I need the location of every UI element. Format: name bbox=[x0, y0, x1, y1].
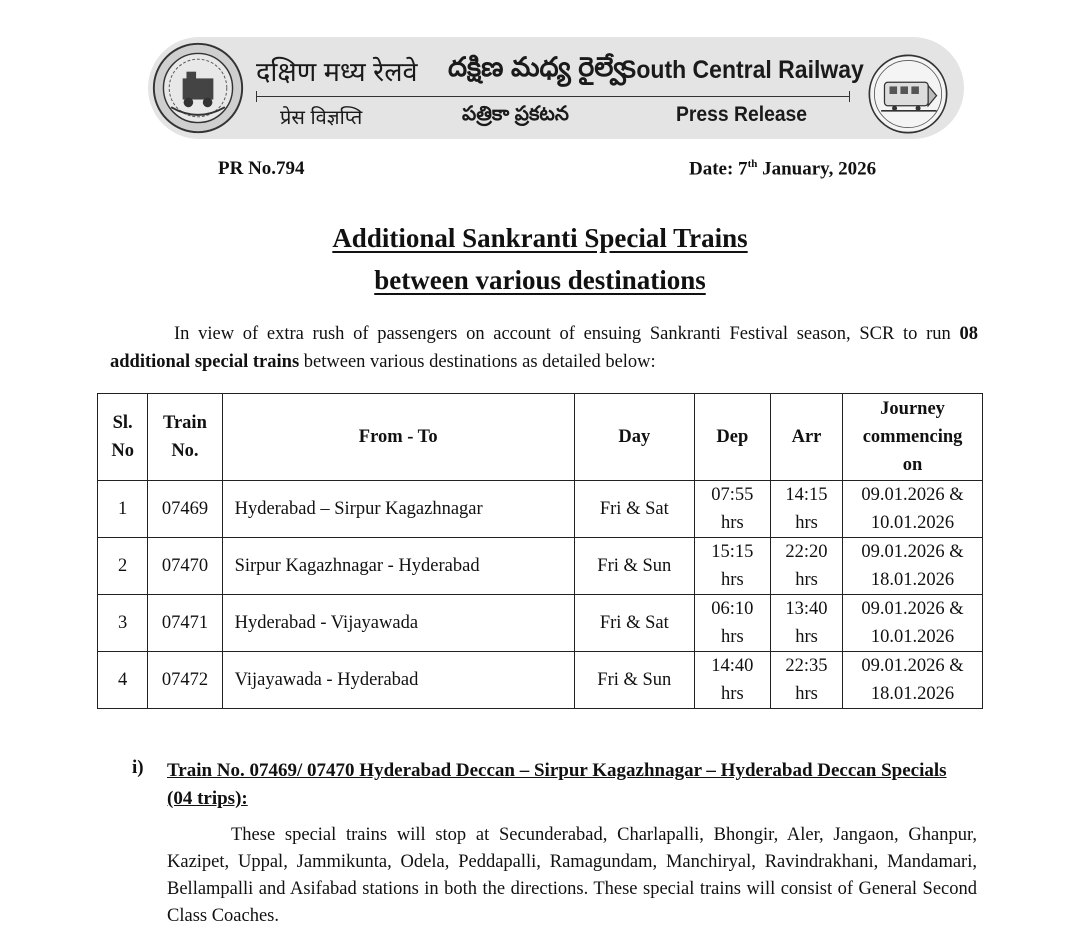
cell-train-no: 07471 bbox=[148, 595, 222, 652]
cell-arr: 22:35 hrs bbox=[770, 652, 842, 709]
cell-from-to: Hyderabad - Vijayawada bbox=[222, 595, 574, 652]
cell-journey: 09.01.2026 & 18.01.2026 bbox=[843, 538, 983, 595]
cell-arr: 14:15 hrs bbox=[770, 481, 842, 538]
cell-train-no: 07472 bbox=[148, 652, 222, 709]
special-trains-table bbox=[97, 393, 983, 709]
cell-from-to: Hyderabad – Sirpur Kagazhnagar bbox=[222, 481, 574, 538]
header-hindi-title: दक्षिण मध्य रेलवे bbox=[256, 57, 418, 87]
section-body: These special trains will stop at Secunderabad, Charlapalli, Bhongir, Aler, Jangaon, Ghanpur, Kazipet, Uppal, Jammikunta, Odela, Peddapalli, Ramagundam, Manchiryal, Ravindrakhani, Mandamari, Bellampalli and Asifabad stations in both the directions. These special trains will consist of General Second Class Coaches. bbox=[167, 825, 977, 926]
cell-day: Fri & Sun bbox=[574, 652, 694, 709]
cell-arr: 13:40 hrs bbox=[770, 595, 842, 652]
cell-from-to: Vijayawada - Hyderabad bbox=[222, 652, 574, 709]
header-telugu-subtitle: పత్రికా ప్రకటన bbox=[462, 103, 569, 125]
cell-day: Fri & Sat bbox=[574, 595, 694, 652]
cell-arr: 22:20 hrs bbox=[770, 538, 842, 595]
cell-journey: 09.01.2026 & 10.01.2026 bbox=[843, 481, 983, 538]
header-journey: Journey commencing on bbox=[843, 394, 983, 481]
header-hindi-subtitle: प्रेस विज्ञप्ति bbox=[280, 107, 363, 129]
cell-from-to: Sirpur Kagazhnagar - Hyderabad bbox=[222, 538, 574, 595]
header-day: Day bbox=[574, 394, 694, 481]
header-from-to: From - To bbox=[222, 394, 574, 481]
cell-day: Fri & Sun bbox=[574, 538, 694, 595]
header-telugu-title: దక్షిణ మధ్య రైల్వే bbox=[448, 52, 626, 82]
header-train-no: Train No. bbox=[148, 394, 222, 481]
cell-sl: 3 bbox=[98, 595, 148, 652]
table-row bbox=[98, 481, 983, 538]
table-row bbox=[98, 595, 983, 652]
cell-dep: 15:15 hrs bbox=[694, 538, 770, 595]
press-release-date: Date: 7th January, 2026 bbox=[689, 158, 877, 180]
cell-train-no: 07470 bbox=[148, 538, 222, 595]
header-divider bbox=[256, 96, 850, 97]
cell-sl: 4 bbox=[98, 652, 148, 709]
scr-train-emblem-icon bbox=[866, 52, 950, 136]
press-release-number: PR No.794 bbox=[218, 158, 305, 179]
header-dep: Dep bbox=[694, 394, 770, 481]
indian-railways-emblem-icon bbox=[150, 40, 246, 136]
section-title: Train No. 07469/ 07470 Hyderabad Deccan – Sirpur Kagazhnagar – Hyderabad Deccan Specials (04 trips): bbox=[167, 760, 947, 809]
cell-journey: 09.01.2026 & 18.01.2026 bbox=[843, 652, 983, 709]
table-row bbox=[98, 538, 983, 595]
cell-dep: 14:40 hrs bbox=[694, 652, 770, 709]
document-title-line1: Additional Sankranti Special Trains bbox=[332, 223, 748, 253]
table-row bbox=[98, 652, 983, 709]
document-title-line2: between various destinations bbox=[374, 265, 706, 295]
cell-dep: 07:55 hrs bbox=[694, 481, 770, 538]
intro-paragraph: In view of extra rush of passengers on account of ensuing Sankranti Festival season, SCR to run 08 additional special trains between various destinations as detailed below: bbox=[110, 324, 978, 372]
cell-day: Fri & Sat bbox=[574, 481, 694, 538]
table-header-row bbox=[98, 394, 983, 481]
section-number: i) bbox=[132, 757, 144, 778]
header-english-title: South Central Railway bbox=[621, 56, 864, 84]
cell-sl: 1 bbox=[98, 481, 148, 538]
cell-dep: 06:10 hrs bbox=[694, 595, 770, 652]
cell-train-no: 07469 bbox=[148, 481, 222, 538]
cell-sl: 2 bbox=[98, 538, 148, 595]
header-sl-no: Sl. No bbox=[98, 394, 148, 481]
header-arr: Arr bbox=[770, 394, 842, 481]
header-english-subtitle: Press Release bbox=[676, 103, 808, 126]
cell-journey: 09.01.2026 & 10.01.2026 bbox=[843, 595, 983, 652]
